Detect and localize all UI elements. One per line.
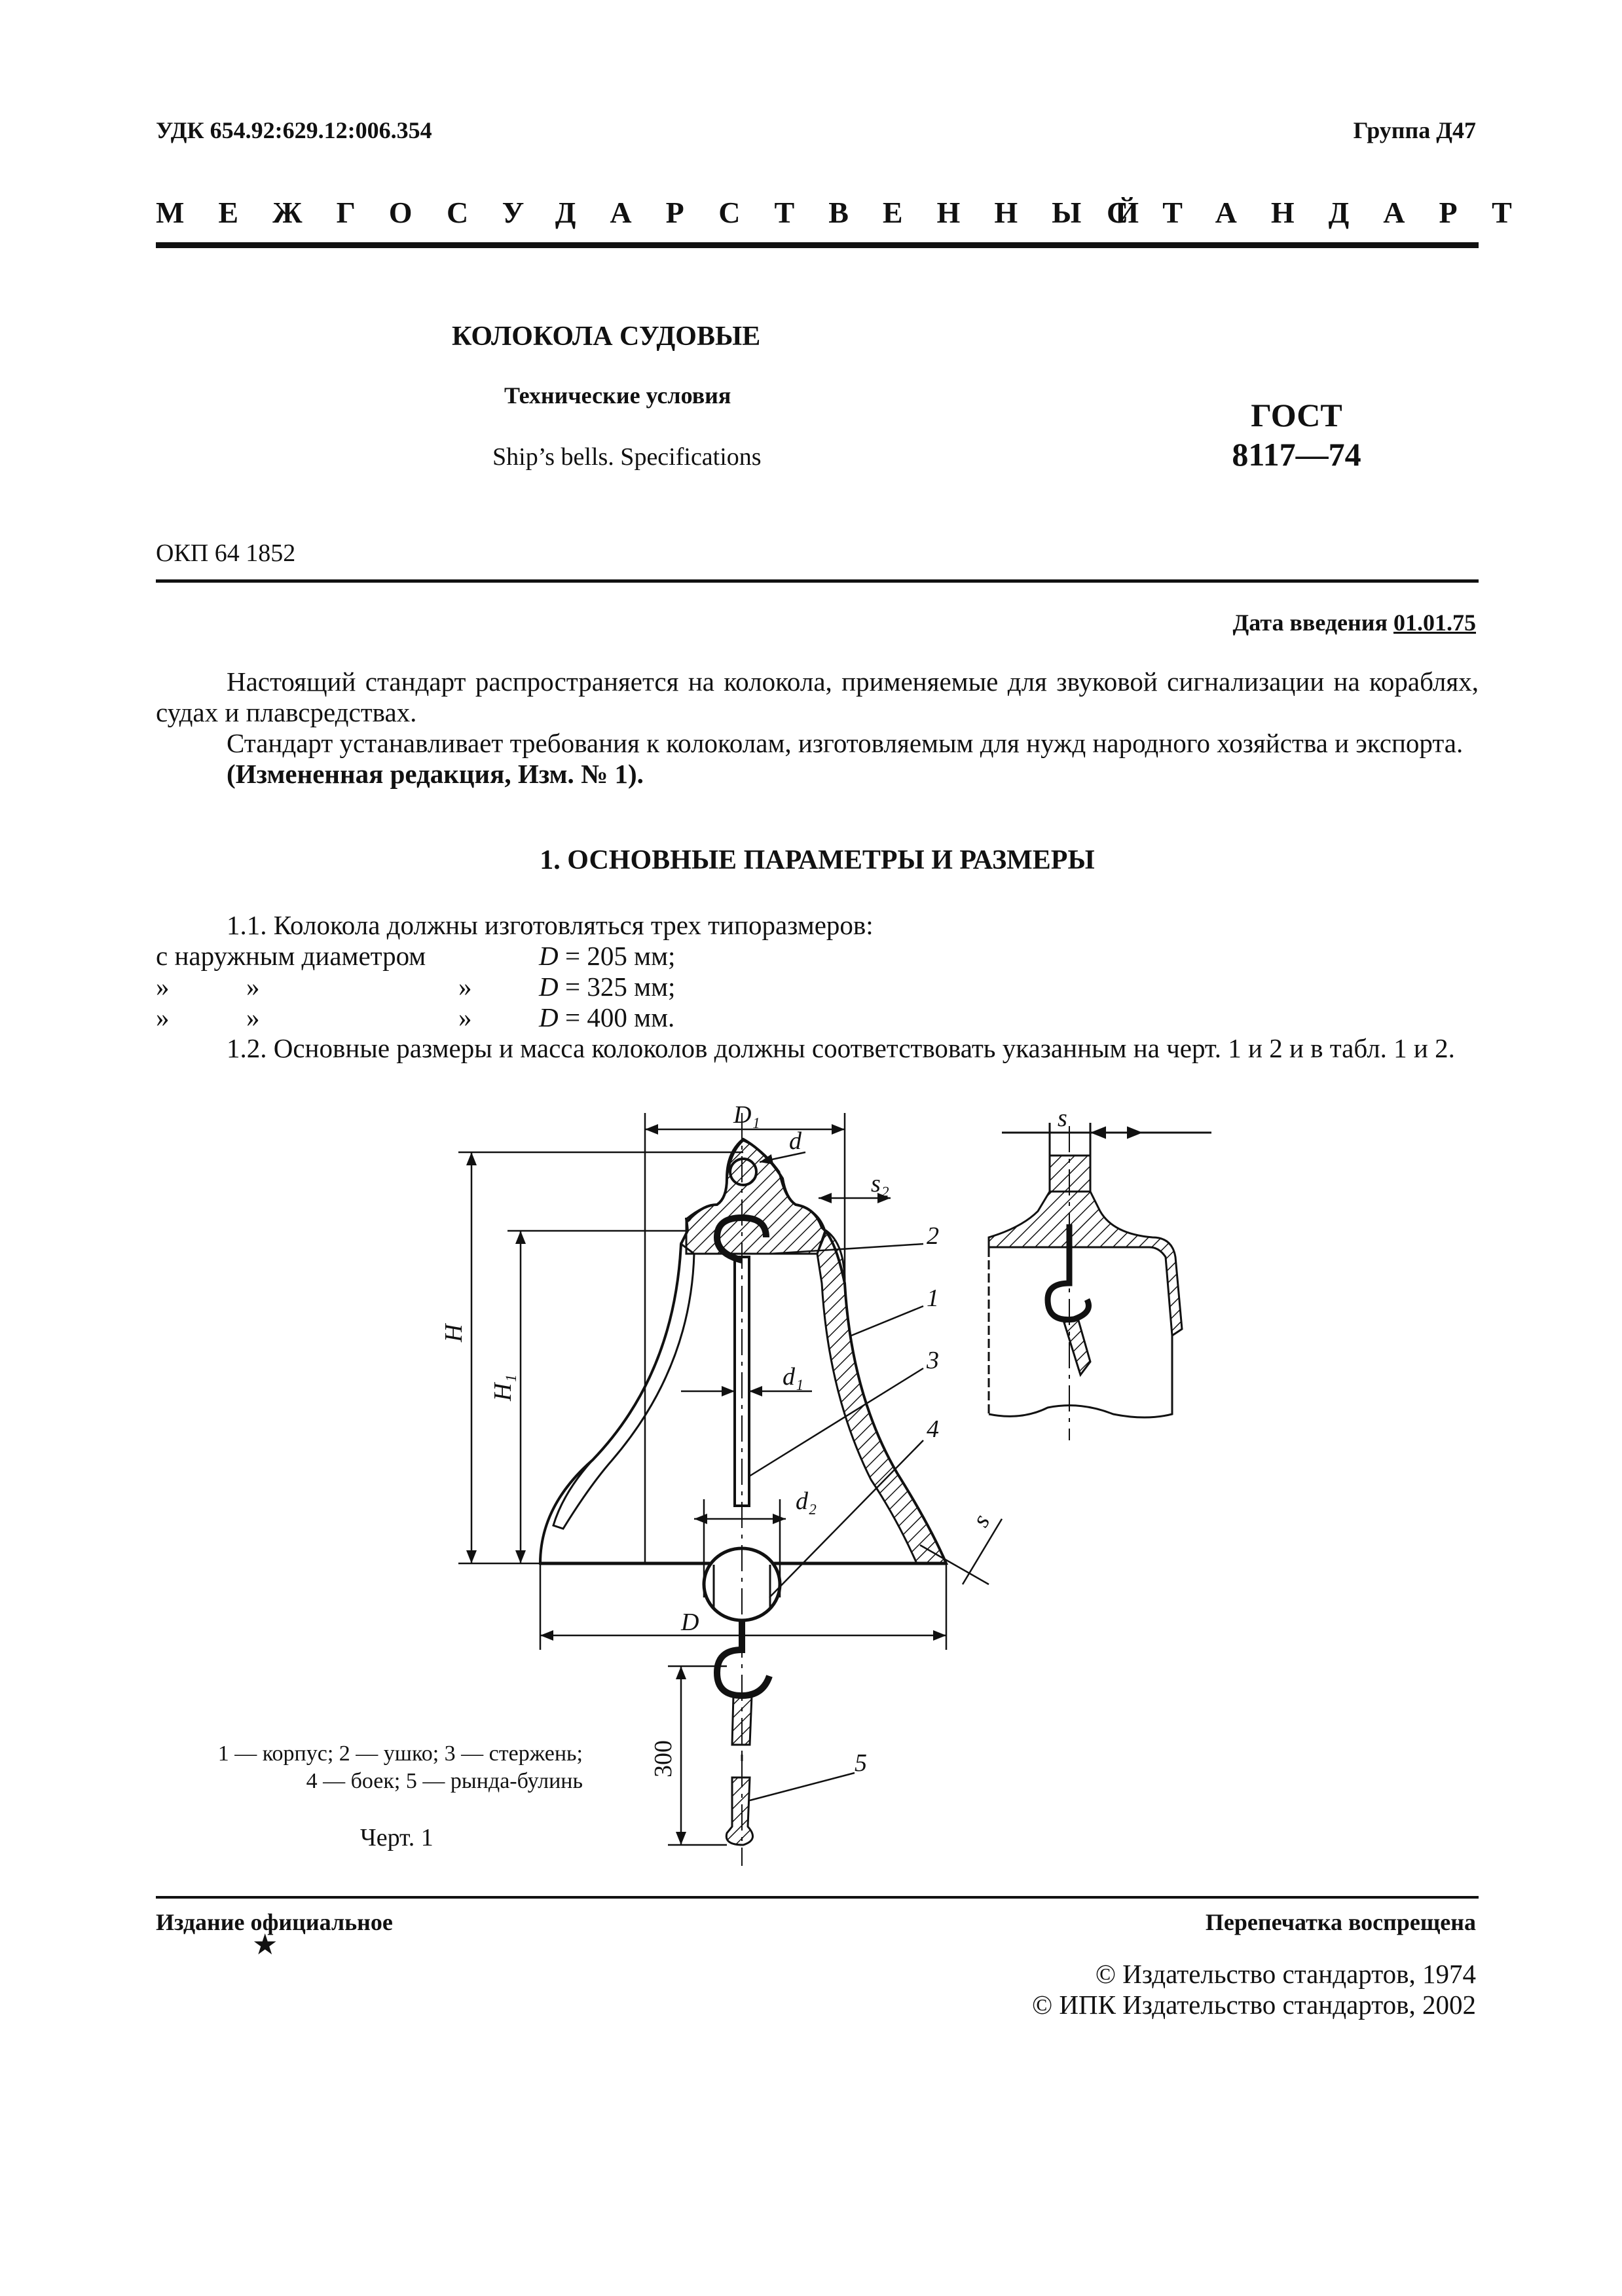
english-title: Ship’s bells. Specifications [492, 443, 762, 471]
official-edition: Издание официальное [156, 1909, 393, 1935]
label-D: D [681, 1609, 699, 1636]
paragraph-scope: Настоящий стандарт распространяется на колокола, применяемые для звуковой сигнализации на кораблях, судах и плавсредствах. [156, 666, 1479, 727]
ear-detail-view [989, 1123, 1211, 1440]
item-1-1: 1.1. Колокола должны изготовляться трех типоразмеров: [227, 910, 874, 940]
copyright-block [1032, 1959, 1476, 2020]
ditto-3: » [458, 972, 472, 1002]
label-H: H [440, 1324, 468, 1342]
paragraph-requirements: Стандарт устанавливает требования к колоколам, изготовляемым для нужд народного хозяйства и экспорта. [227, 728, 1464, 758]
gost-label: ГОСТ [1251, 397, 1342, 433]
label-d: d [789, 1127, 802, 1155]
label-part-2: 2 [927, 1222, 939, 1250]
group-code: Группа Д47 [1353, 117, 1476, 143]
label-part-1: 1 [927, 1285, 939, 1312]
label-s2: s₂ [871, 1170, 889, 1197]
star-icon: ★ [252, 1929, 278, 1961]
ditto-2: » [246, 1002, 260, 1032]
okp-code: ОКП 64 1852 [156, 539, 296, 567]
page-subtitle: Технические условия [504, 382, 731, 409]
size-var: D [539, 941, 559, 971]
label-s-top: s [1058, 1104, 1067, 1132]
figure-legend [190, 1740, 583, 1795]
label-d1: d₁ [783, 1363, 804, 1391]
legend-line-1: 1 — корпус; 2 — ушко; 3 — стержень; [217, 1741, 583, 1766]
section-heading: 1. ОСНОВНЫЕ ПАРАМЕТРЫ И РАЗМЕРЫ [540, 845, 1095, 875]
ditto-1: » [156, 972, 170, 1002]
page-title: КОЛОКОЛА СУДОВЫЕ [452, 321, 761, 352]
label-D1: D₁ [733, 1101, 760, 1129]
footer-rule [156, 1896, 1479, 1899]
ditto-2: » [246, 972, 260, 1002]
intro-date-value: 01.01.75 [1393, 610, 1476, 636]
banner-standard: СТАНДАРТ [1107, 196, 1546, 229]
figure-caption: Черт. 1 [360, 1824, 433, 1851]
ditto-1: » [156, 1002, 170, 1032]
bell-body [540, 1113, 946, 1866]
size-var: D [539, 1002, 559, 1032]
label-d2: d₂ [796, 1487, 817, 1515]
size-value-2: = 325 мм; [565, 972, 676, 1002]
reprint-notice: Перепечатка воспрещена [1205, 1909, 1476, 1935]
copyright-2002: © ИПК Издательство стандартов, 2002 [1031, 1990, 1476, 2020]
item-1-2: 1.2. Основные размеры и масса колоколов должны соответствовать указанным на черт. 1 и 2 и в табл. 1 и 2. [227, 1033, 1455, 1063]
label-part-4: 4 [927, 1415, 939, 1443]
ditto-3: » [458, 1002, 472, 1032]
banner-interstate: МЕЖГОСУДАРСТВЕННЫЙ [156, 196, 1173, 229]
label-s-slant: s [967, 1509, 996, 1532]
intro-date-label: Дата введения [1232, 610, 1388, 636]
size-value-3: = 400 мм. [565, 1002, 675, 1032]
copyright-1974: © Издательство стандартов, 1974 [1095, 1959, 1476, 1989]
label-H1: H₁ [489, 1374, 517, 1401]
size-var: D [539, 972, 559, 1002]
paragraph-amendment: (Измененная редакция, Изм. № 1). [227, 759, 644, 789]
label-300: 300 [650, 1740, 677, 1777]
size-prefix: с наружным диаметром [156, 941, 426, 971]
label-part-5: 5 [855, 1749, 867, 1777]
gost-number: 8117—74 [1232, 436, 1361, 473]
size-value-1: = 205 мм; [565, 941, 676, 971]
udk-code: УДК 654.92:629.12:006.354 [156, 117, 432, 143]
label-part-3: 3 [927, 1347, 939, 1374]
legend-line-2: 4 — боек; 5 — рында-булинь [306, 1769, 583, 1793]
